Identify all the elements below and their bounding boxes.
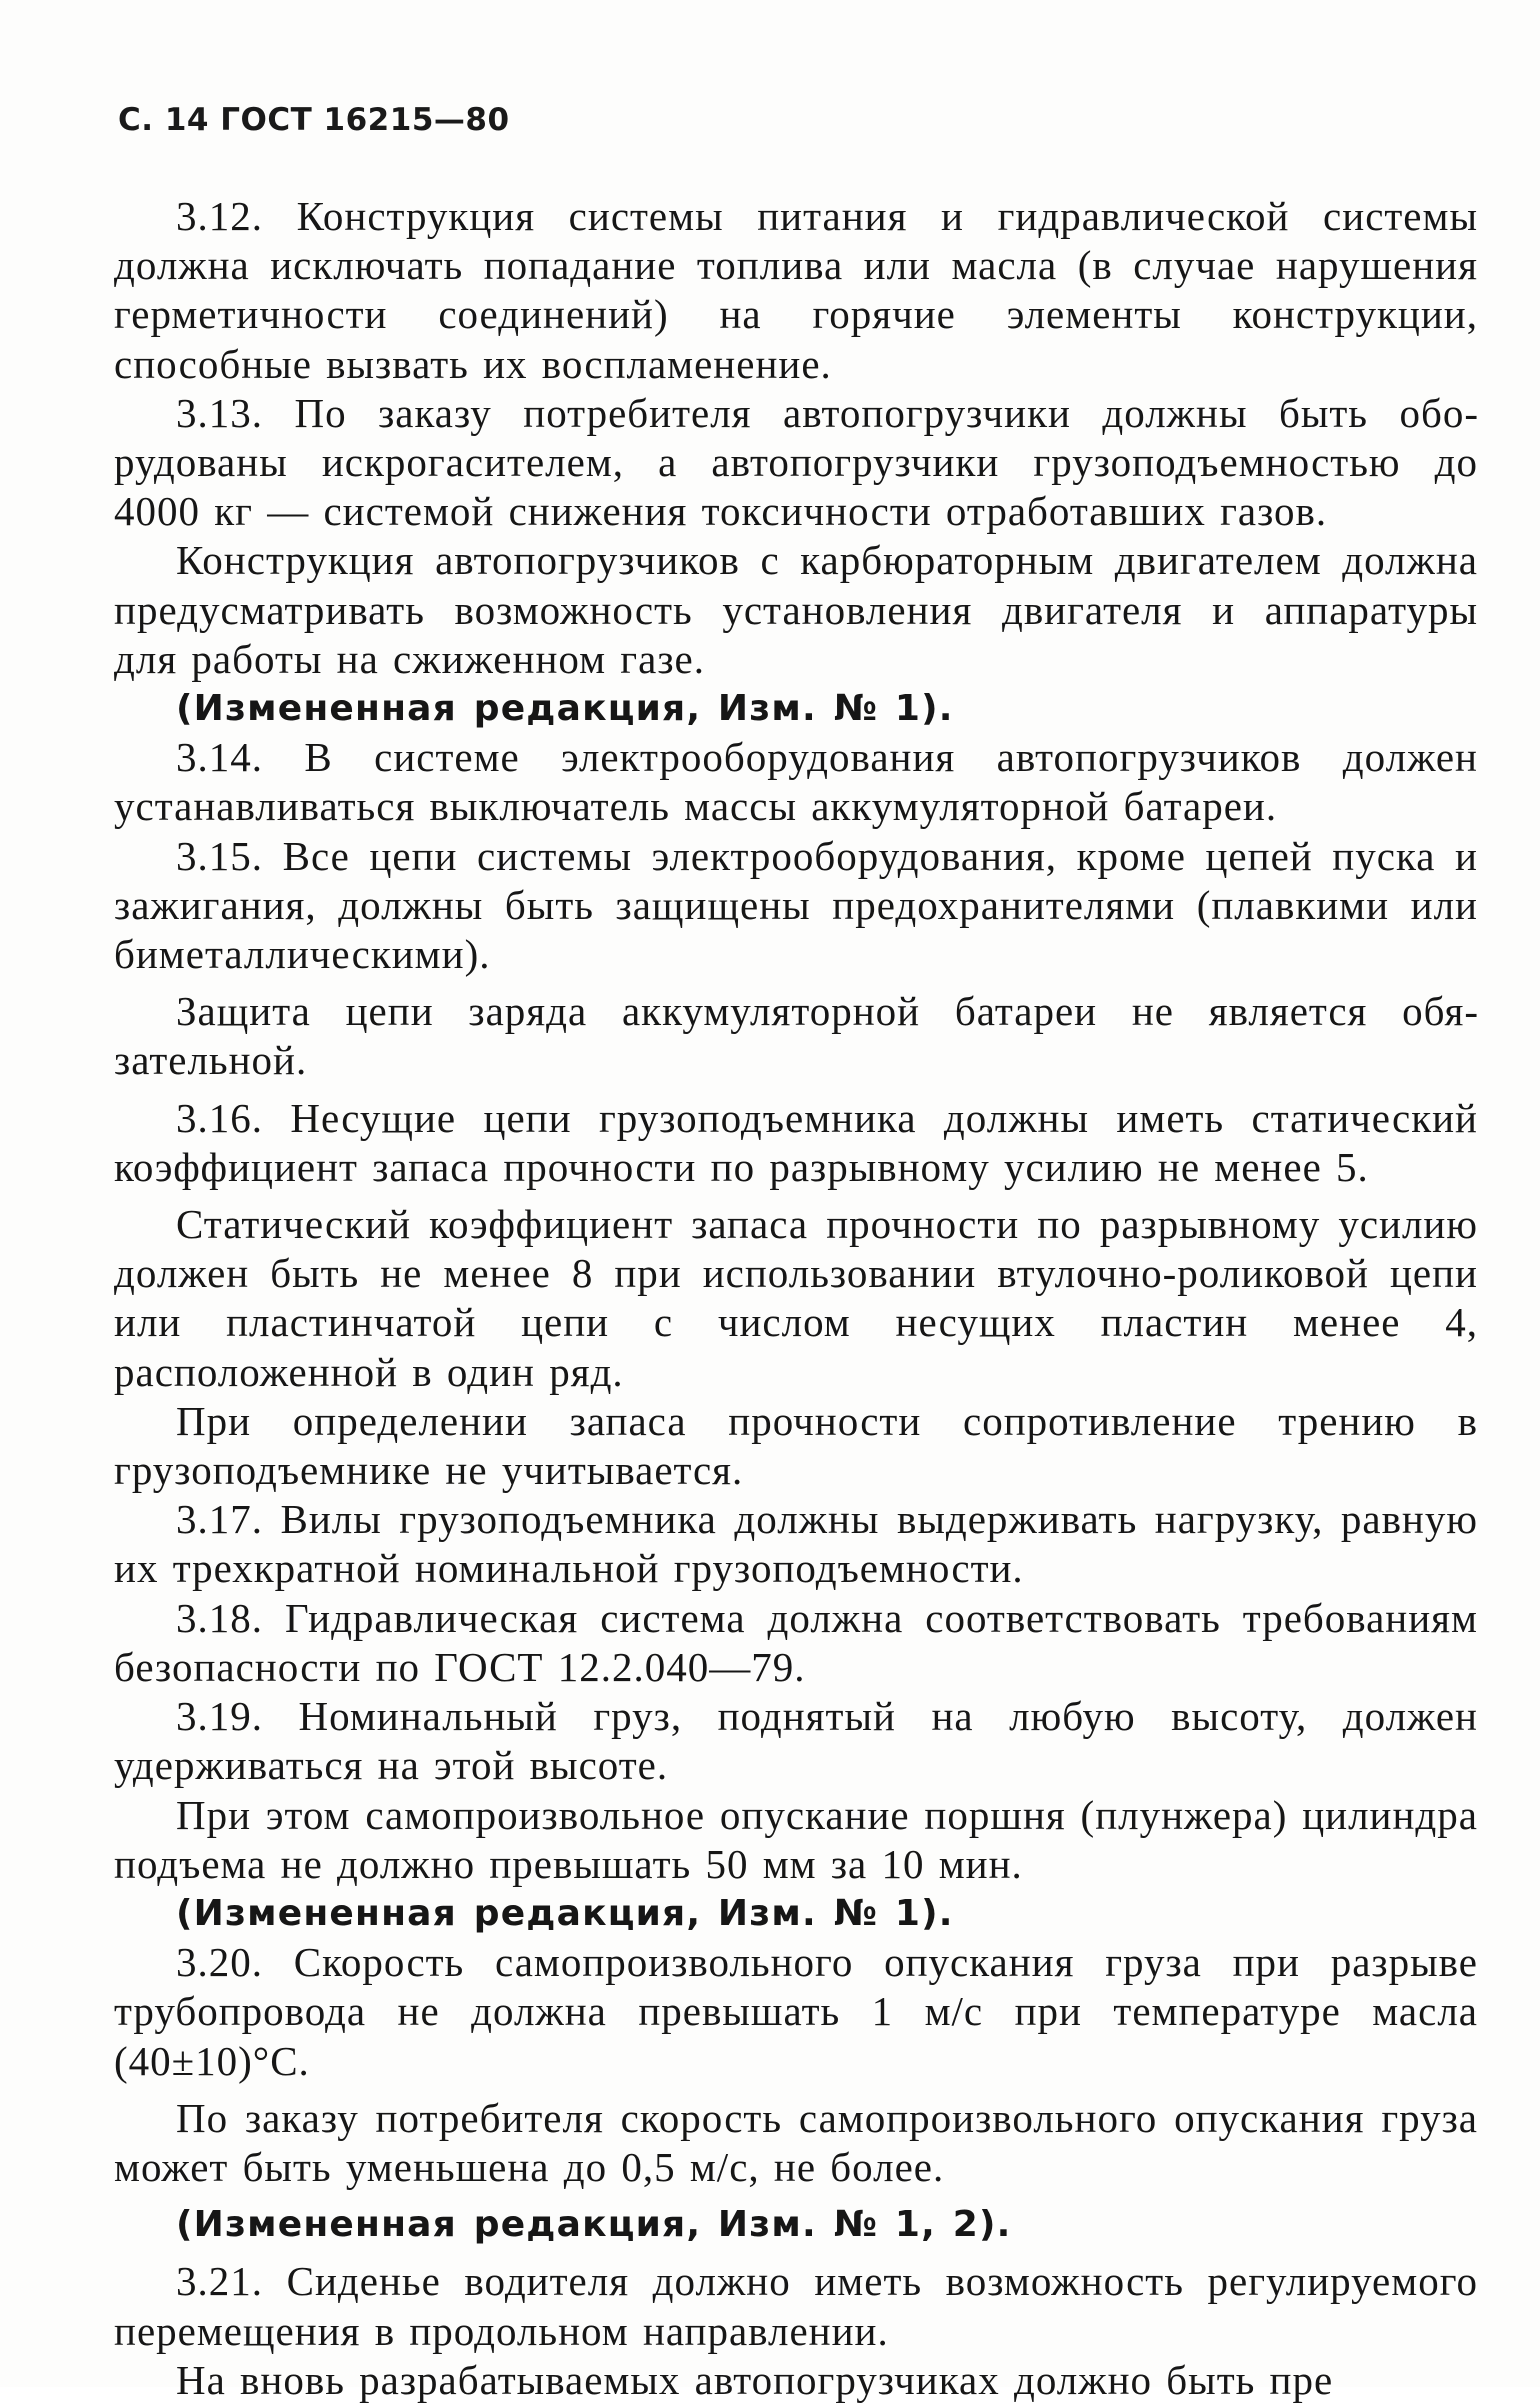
paragraph-carburetor-engine: Конструкция автопогрузчиков с карбюраторным двигателем должна предусматривать возможность установления двигателя и аппаратуры для работы на сжиженном газе. bbox=[114, 537, 1478, 682]
page-header: С. 14 ГОСТ 16215—80 bbox=[118, 102, 510, 138]
paragraph-descent-speed-reduction: По заказу потребителя скорость самопроизвольного опускания груза может быть уменьшена до 0,5 м/с, не более. bbox=[114, 2094, 1478, 2190]
paragraph-3-21: 3.21. Сиденье водителя должно иметь возможность регулируемого перемещения в продольном направлении. bbox=[114, 2258, 1478, 2354]
paragraph-3-13: 3.13. По заказу потребителя автопогрузчики должны быть оборудованы искрогасителем, а автопогрузчики грузоподъемностью до 4000 кг — системой снижения токсичности отработавших газов. bbox=[114, 389, 1478, 535]
paragraph-3-16: 3.16. Несущие цепи грузоподъемника должны иметь статический коэффициент запаса прочности по разрывному усилию не менее 5. bbox=[114, 1094, 1478, 1190]
paragraph-3-14: 3.14. В системе электрооборудования автопогрузчиков должен устанавливаться выключатель массы аккумуляторной батареи. bbox=[114, 734, 1478, 830]
amendment-note: (Измененная редакция, Изм. № 1, 2). bbox=[176, 2204, 1012, 2246]
paragraph-3-20: 3.20. Скорость самопроизвольного опускания груза при разрыве трубопровода не должна превышать 1 м/с при температуре масла (40±10)°С. bbox=[114, 1939, 1478, 2084]
amendment-note: (Измененная редакция, Изм. № 1). bbox=[176, 688, 954, 730]
paragraph-piston-descent: При этом самопроизвольное опускание поршня (плунжера) цилиндра подъема не должно превышать 50 мм за 10 мин. bbox=[114, 1791, 1478, 1887]
paragraph-new-designs: На вновь разрабатываемых автопогрузчиках должно быть пре bbox=[176, 2356, 1334, 2403]
paragraph-3-18: 3.18. Гидравлическая система должна соответствовать требованиям безопасности по ГОСТ 12.2.040—79. bbox=[114, 1594, 1478, 1690]
amendment-note: (Измененная редакция, Изм. № 1). bbox=[176, 1892, 954, 1934]
document-body bbox=[114, 192, 1478, 2405]
paragraph-charge-circuit: Защита цепи заряда аккумуляторной батареи не является обязательной. bbox=[114, 988, 1478, 1084]
paragraph-chain-safety-factor: Статический коэффициент запаса прочности по разрывному усилию должен быть не менее 8 при использовании втулочно-роликовой цепи или пластинчатой цепи с числом несущих пластин менее 4, расположенной в один ряд. bbox=[114, 1201, 1478, 1395]
paragraph-3-19: 3.19. Номинальный груз, поднятый на любую высоту, должен удерживаться на этой высоте. bbox=[114, 1693, 1478, 1789]
paragraph-3-17: 3.17. Вилы грузоподъемника должны выдерживать нагрузку, равную их трехкратной номинальной грузоподъемности. bbox=[114, 1496, 1478, 1592]
paragraph-3-12: 3.12. Конструкция системы питания и гидравлической системы должна исключать попадание топлива или масла (в случае нарушения герметичности соединений) на горячие элементы конструкции, способные вызвать их воспламенение. bbox=[114, 193, 1478, 387]
paragraph-friction-note: При определении запаса прочности сопротивление трению в грузоподъемнике не учитывается. bbox=[114, 1397, 1478, 1494]
paragraph-3-15: 3.15. Все цепи системы электрооборудования, кроме цепей пуска и зажигания, должны быть защищены предохранителями (плавкими или биметаллическими). bbox=[114, 832, 1478, 978]
